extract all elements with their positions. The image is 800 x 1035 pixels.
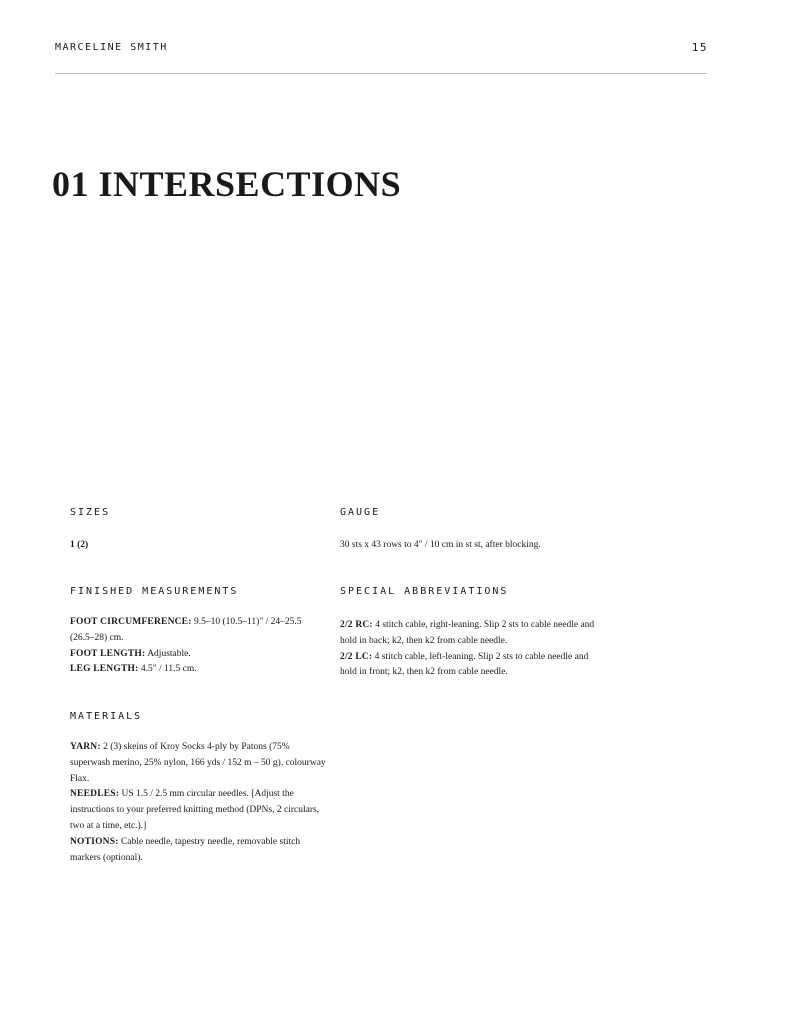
material-notions [70,835,328,867]
measurement-label: LEG LENGTH: [70,664,139,675]
gauge-heading: GAUGE [340,507,381,518]
page-number: 15 [691,41,708,54]
material-yarn [70,740,328,787]
pattern-title: 01 INTERSECTIONS [52,164,402,204]
measurement-foot-circumference [70,615,328,647]
abbreviation-label: 2/2 LC: [340,651,373,662]
measurement-label: FOOT LENGTH: [70,648,146,659]
abbreviation-text: 4 stitch cable, right-leaning. Slip 2 sts to cable needle and hold in back; k2, then k2 from cable needle. [340,620,595,646]
material-label: NOTIONS: [70,836,119,847]
material-text: 2 (3) skeins of Kroy Socks 4-ply by Patons (75% superwash merino, 25% nylon, 166 yds / 152 m – 50 g), colourway Flax. [70,742,326,784]
special-abbreviations-heading: SPECIAL ABBREVIATIONS [340,586,509,597]
measurement-text: 9.5–10 (10.5–11)" / 24–25.5 (26.5–28) cm. [70,617,302,643]
measurement-foot-length [70,647,328,663]
abbreviation-2-2-lc [340,650,602,682]
measurement-leg-length [70,662,328,678]
material-label: YARN: [70,742,101,752]
finished-measurements-heading: FINISHED MEASUREMENTS [70,586,239,597]
finished-measurements-list [70,615,328,678]
measurement-text: 4.5" / 11.5 cm. [138,664,197,675]
sizes-value: 1 (2) [70,540,89,550]
special-abbreviations-list [340,618,602,681]
abbreviation-text: 4 stitch cable, left-leaning. Slip 2 sts to cable needle and hold in front; k2, then k2 from cable needle. [340,651,589,678]
material-needles [70,787,328,834]
sizes-heading: SIZES [70,507,111,518]
gauge-text: 30 sts x 43 rows to 4" / 10 cm in st st, after blocking. [340,540,541,550]
material-label: NEEDLES: [70,789,120,800]
abbreviation-label: 2/2 RC: [340,620,373,630]
abbreviation-2-2-rc [340,618,602,650]
measurement-label: FOOT CIRCUMFERENCE: [70,617,192,627]
material-text: Cable needle, tapestry needle, removable stitch markers (optional). [70,836,301,863]
materials-heading: MATERIALS [70,711,143,722]
material-text: US 1.5 / 2.5 mm circular needles. [Adjust the instructions to your preferred knitting method (DPNs, 2 circulars, two at a time, etc.).] [70,789,320,831]
header-divider [55,73,707,74]
author-name: MARCELINE SMITH [55,42,168,53]
measurement-text: Adjustable. [145,648,191,659]
materials-list [70,740,328,866]
